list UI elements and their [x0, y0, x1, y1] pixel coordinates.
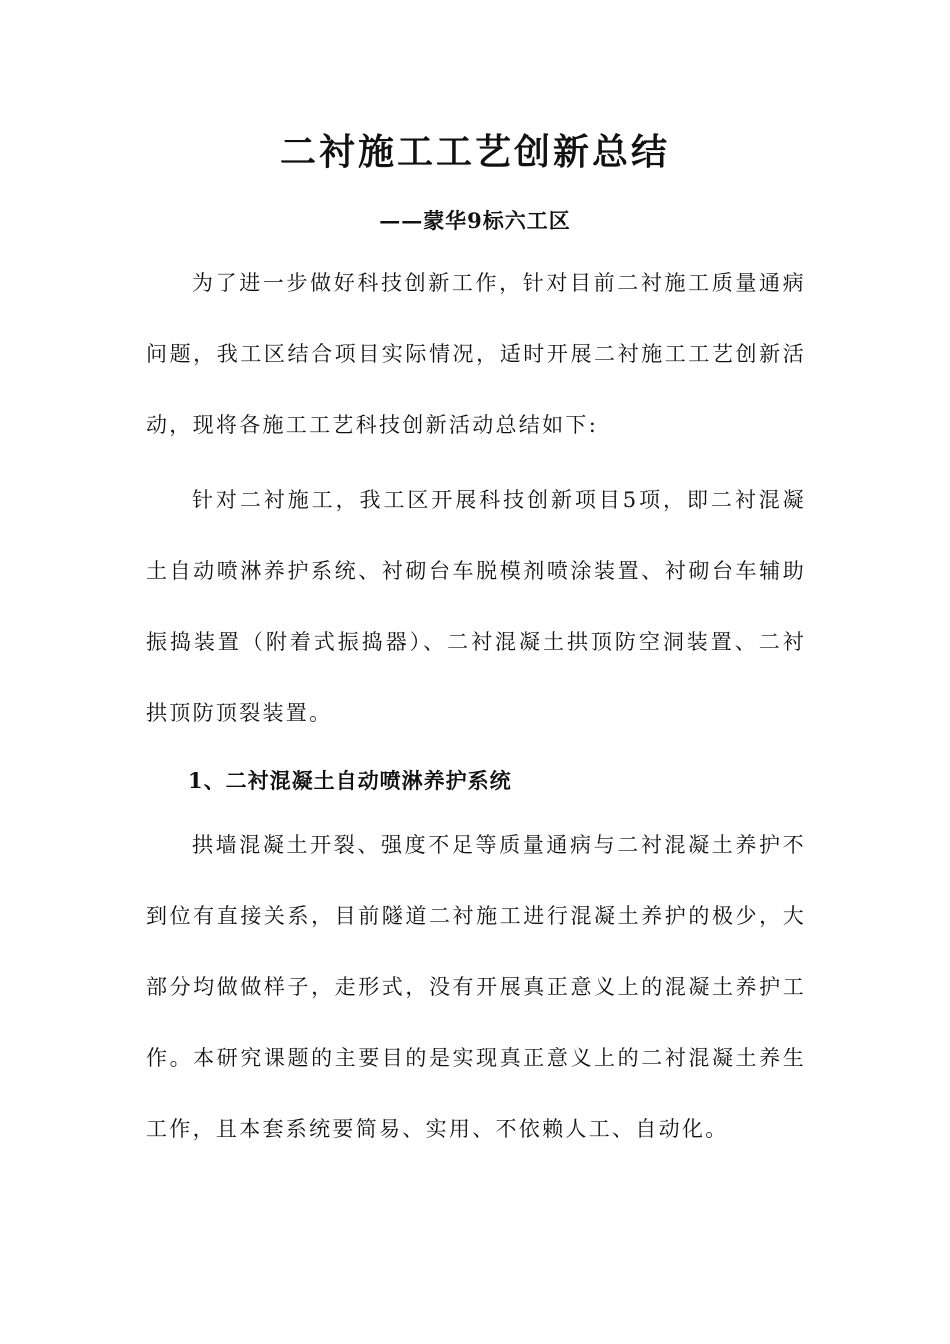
- section-heading: 1、二衬混凝土自动喷淋养护系统: [188, 768, 512, 793]
- document-subtitle: ——蒙华9标六工区: [379, 208, 571, 233]
- document-title: 二衬施工工艺创新总结: [279, 131, 670, 173]
- intro-paragraph: 为了进一步做好科技创新工作，针对目前二衬施工质量通病问题，我工区结合项目实际情况，适时开展二衬施工工艺创新活动，现将各施工工艺科技创新活动总结如下:: [146, 271, 806, 437]
- projects-paragraph: 针对二衬施工，我工区开展科技创新项目5项，即二衬混凝土自动喷淋养护系统、衬砌台车脱模剂喷涂装置、衬砌台车辅助振捣装置（附着式振捣器）、二衬混凝土拱顶防空洞装置、二衬拱顶防顶裂装置。: [146, 488, 806, 725]
- section-paragraph: 拱墙混凝土开裂、强度不足等质量通病与二衬混凝土养护不到位有直接关系，目前隧道二衬施工进行混凝土养护的极少，大部分均做做样子，走形式，没有开展真正意义上的混凝土养护工作。本研究课题的主要目的是实现真正意义上的二衬混凝土养生工作，且本套系统要简易、实用、不依赖人工、自动化。: [146, 833, 806, 1141]
